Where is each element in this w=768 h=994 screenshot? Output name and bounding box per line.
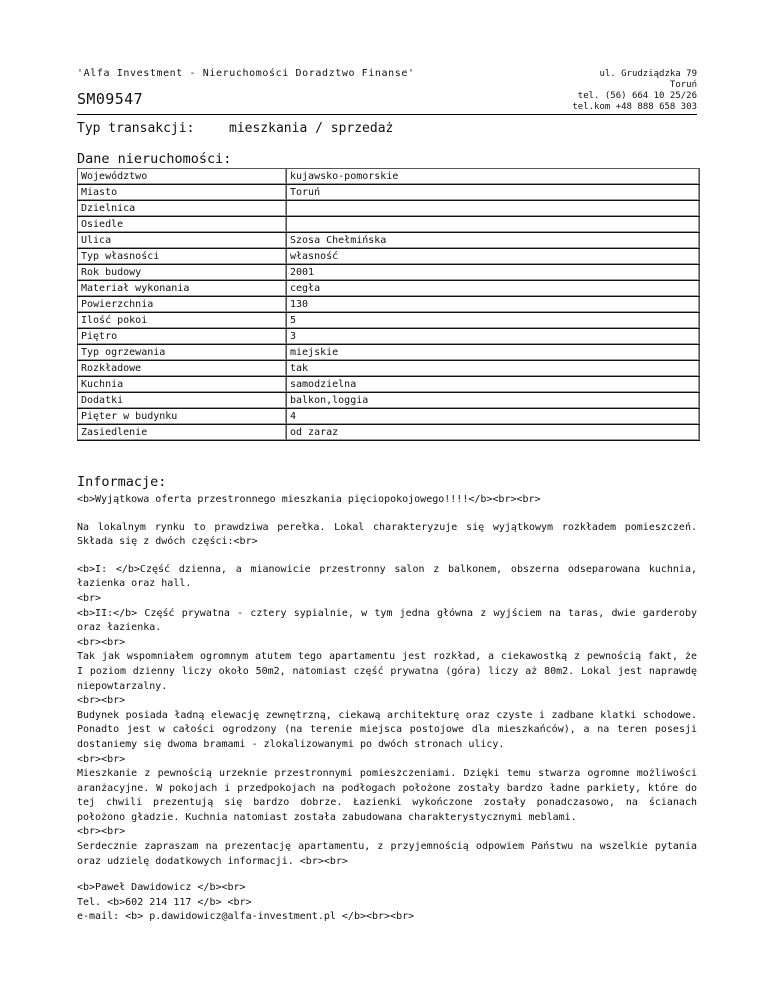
- property-key: Dodatki: [78, 393, 287, 409]
- table-row: [78, 425, 700, 441]
- transaction-label: Typ transakcji:: [77, 121, 195, 136]
- table-row: [78, 265, 700, 281]
- table-row: [78, 377, 700, 393]
- property-value: 2001: [287, 265, 700, 281]
- info-line: <br><br>: [77, 695, 126, 707]
- table-row: [78, 233, 700, 249]
- property-value: samodzielna: [287, 377, 700, 393]
- property-value: tak: [287, 361, 700, 377]
- contact-line: Toruń: [669, 80, 697, 90]
- property-key: Rozkładowe: [78, 361, 287, 377]
- table-row: [78, 329, 700, 345]
- property-value: miejskie: [287, 345, 700, 361]
- table-row: [78, 217, 700, 233]
- info-line: <b>I: </b>Część dzienna, a mianowicie przestronny salon z balkonem, obszerna odseparowana kuchnia, łazienka oraz hall.: [77, 563, 697, 590]
- property-value: Szosa Chełmińska: [287, 233, 700, 249]
- property-key: Zasiedlenie: [78, 425, 287, 441]
- contact-line: tel. (56) 664 10 25/26: [577, 91, 697, 101]
- info-line: <br><br>: [77, 753, 126, 765]
- property-key: Powierzchnia: [78, 297, 287, 313]
- property-value: balkon,loggia: [287, 393, 700, 409]
- table-row: [78, 169, 700, 185]
- property-value: 130: [287, 297, 700, 313]
- info-line: Serdecznie zapraszam na prezentację apartamentu, z przyjemnością odpowiem Państwu na wszelkie pytania oraz udzielę dodatkowych informacji. <br><br>: [77, 841, 697, 867]
- contact-line: ul. Grudziądzka 79: [599, 69, 697, 79]
- info-line: Mieszkanie z pewnością urzeknie przestronnymi pomieszczeniami. Dzięki temu stwarza ogromne możliwości aranżacyjne. W pokojach i przedpokojach na podłogach położone zostały bardzo ładne parkiety, które do tej chwili prezentują się bardzo dobrze. Łazienki wykończone zostały ponadczasowo, na ścianach położono gładzie. Kuchnia natomiast została zabudowana charakterystycznymi meblami.: [77, 768, 697, 823]
- info-line: <b>II:</b> Część prywatna - cztery sypialnie, w tym jedna główna z wyjściem na taras, dwie garderoby oraz łazienka.: [77, 607, 697, 634]
- table-row: [78, 185, 700, 201]
- property-section-title: Dane nieruchomości:: [77, 151, 232, 167]
- property-key: Rok budowy: [78, 265, 287, 281]
- property-key: Osiedle: [78, 217, 287, 233]
- property-key: Ilość pokoi: [78, 313, 287, 329]
- property-value: od zaraz: [287, 425, 700, 441]
- contact-block: [572, 69, 697, 113]
- listing-code: SM09547: [77, 90, 144, 108]
- property-value: [287, 217, 700, 233]
- info-paragraph: [77, 563, 697, 869]
- info-line: e-mail: <b> p.dawidowicz@alfa-investment.pl </b><br><br>: [77, 911, 415, 923]
- property-key: Dzielnica: [78, 201, 287, 217]
- table-row: [78, 345, 700, 361]
- property-value: 4: [287, 409, 700, 425]
- table-row: [78, 249, 700, 265]
- property-key: Województwo: [78, 169, 287, 185]
- table-row: [78, 393, 700, 409]
- info-paragraph: [77, 881, 697, 925]
- info-line: <br><br>: [77, 826, 126, 838]
- table-row: [78, 297, 700, 313]
- table-row: [78, 409, 700, 425]
- contact-line: tel.kom +48 888 658 303: [572, 102, 697, 112]
- property-key: Kuchnia: [78, 377, 287, 393]
- property-value: cegła: [287, 281, 700, 297]
- info-line: <b>Paweł Dawidowicz </b><br>: [77, 882, 246, 894]
- info-line: <br>: [77, 592, 102, 604]
- property-value: [287, 201, 700, 217]
- property-key: Typ własności: [78, 249, 287, 265]
- property-value: 5: [287, 313, 700, 329]
- property-value: własność: [287, 249, 700, 265]
- property-table: [77, 168, 700, 441]
- table-row: [78, 361, 700, 377]
- info-line: Budynek posiada ładną elewację zewnętrzną, ciekawą architekturę oraz czyste i zadbane klatki schodowe. Ponadto jest w całości ogrodzony (na terenie miejsca postojowe dla mieszkańców), a na teren posesji dostaniemy się dwoma bramami - zlokalizowanymi po dwóch stronach ulicy.: [77, 709, 697, 750]
- info-paragraph: Na lokalnym rynku to prawdziwa perełka. Lokal charakteryzuje się wyjątkowym rozkładem pomieszczeń. Składa się z dwóch części:<br>: [77, 521, 697, 548]
- company-name: 'Alfa Investment - Nieruchomości Doradztwo Finanse': [77, 68, 415, 79]
- table-row: [78, 201, 700, 217]
- property-key: Typ ogrzewania: [78, 345, 287, 361]
- info-section-title: Informacje:: [77, 474, 167, 490]
- property-key: Materiał wykonania: [78, 281, 287, 297]
- info-line: Tel. <b>602 214 117 </b> <br>: [77, 896, 252, 908]
- info-line: <br><br>: [77, 636, 126, 648]
- transaction-value: mieszkania / sprzedaż: [229, 121, 394, 136]
- property-value: kujawsko-pomorskie: [287, 169, 700, 185]
- property-value: 3: [287, 329, 700, 345]
- info-text: [77, 493, 697, 938]
- property-key: Miasto: [78, 185, 287, 201]
- header: [77, 64, 697, 115]
- property-key: Piętro: [78, 329, 287, 345]
- info-paragraph: <b>Wyjątkowa oferta przestronnego mieszkania pięciopokojowego!!!!</b><br><br>: [77, 494, 541, 505]
- property-key: Pięter w budynku: [78, 409, 287, 425]
- property-key: Ulica: [78, 233, 287, 249]
- info-line: Tak jak wspomniałem ogromnym atutem tego apartamentu jest rozkład, a ciekawostką z pewnością fakt, że I poziom dzienny liczy około 50m2, natomiast część prywatna (góra) liczy aż 80m2. Lokal jest naprawdę niepowtarzalny.: [77, 651, 697, 692]
- property-value: Toruń: [287, 185, 700, 201]
- table-row: [78, 281, 700, 297]
- table-row: [78, 313, 700, 329]
